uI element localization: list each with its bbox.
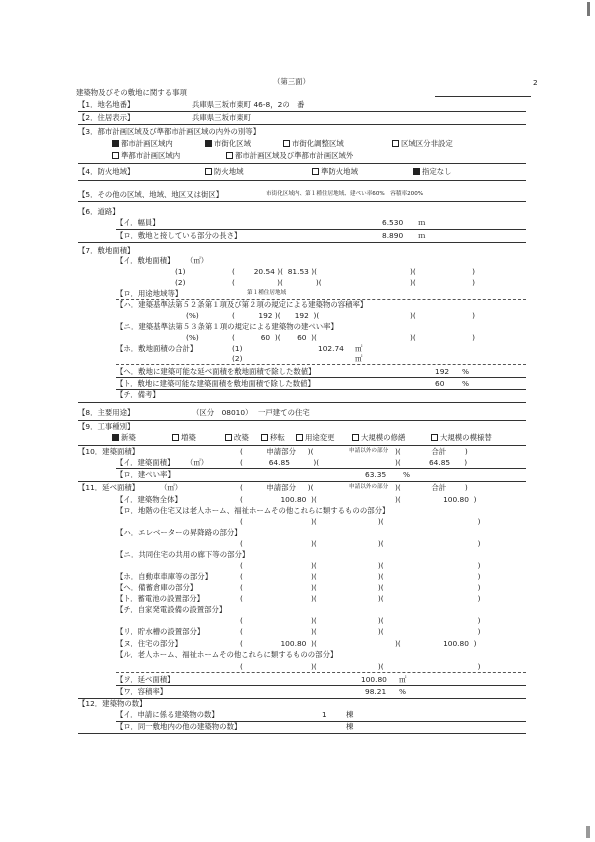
fire-zone-option-3: 指定なし bbox=[413, 168, 452, 175]
battery-label: 【ト．蓄電池の設置部分】 bbox=[116, 594, 205, 603]
building-area-header-total: )( 合計 ) bbox=[395, 447, 468, 456]
site-total-label: 【ホ．敷地面積の合計】 bbox=[116, 344, 198, 353]
checkbox[interactable] bbox=[112, 152, 119, 159]
r8-rule bbox=[78, 420, 526, 421]
checkbox[interactable] bbox=[431, 434, 438, 441]
site-area-sub-label: 【イ．敷地面積】 bbox=[116, 256, 175, 265]
work-type-option-5: 用途変更 bbox=[296, 434, 335, 441]
site-total-1-label: (1) bbox=[232, 344, 243, 353]
page-number: 2 bbox=[533, 78, 538, 87]
work-type-option-2: 増築 bbox=[172, 434, 196, 441]
r12-rule bbox=[78, 733, 526, 734]
coverage-ratio-tail: )( ) bbox=[410, 333, 476, 342]
checkbox[interactable] bbox=[261, 434, 268, 441]
work-type-option-4: 移転 bbox=[261, 434, 285, 441]
planning-option-4: 区域区分非設定 bbox=[392, 140, 453, 147]
site-row1-label: (1) bbox=[175, 267, 186, 276]
checkbox[interactable] bbox=[312, 168, 319, 175]
checkbox-checked[interactable] bbox=[413, 168, 420, 175]
planning-option-2: 市街化区域 bbox=[205, 140, 251, 147]
floor-ratio-tail: )( ) bbox=[410, 311, 476, 320]
r7-rule bbox=[78, 402, 526, 403]
site-area-label: 【7．敷地面積】 bbox=[78, 246, 135, 255]
floor-ratio-values: ( 192 )( 192 )( bbox=[232, 311, 320, 320]
r6-rule bbox=[78, 242, 526, 243]
checkbox[interactable] bbox=[296, 434, 303, 441]
building-area-values: ( 64.85 )( bbox=[240, 458, 320, 467]
max-floor-ratio-unit: % bbox=[462, 367, 470, 376]
form-name: （第三面） bbox=[273, 77, 310, 86]
max-floor-ratio-value: 192 bbox=[435, 367, 450, 376]
r10-rule bbox=[78, 481, 526, 482]
coverage-label: 【ロ．建ぺい率】 bbox=[116, 470, 175, 479]
work-type-option-1: 新築 bbox=[112, 434, 136, 441]
garage-label: 【ホ．自動車車庫等の部分】 bbox=[116, 572, 213, 581]
scan-mark-top bbox=[587, 2, 590, 16]
total-floor-header-total: )( 合計 ) bbox=[395, 483, 468, 492]
storage-label: 【ヘ．備蓄倉庫の部分】 bbox=[116, 583, 198, 592]
building-area-rule bbox=[116, 468, 526, 469]
water-tank-label: 【リ．貯水槽の設置部分】 bbox=[116, 627, 205, 636]
site-total-rule bbox=[116, 364, 526, 365]
max-coverage-ratio-unit: % bbox=[462, 379, 470, 388]
road-label: 【6．道路】 bbox=[78, 207, 120, 216]
floor-area-ratio-label: 【ワ．容積率】 bbox=[116, 687, 168, 696]
max-coverage-ratio-value: 60 bbox=[435, 379, 445, 388]
fire-zone-option-2: 準防火地域 bbox=[312, 168, 358, 175]
applied-building-count-unit: 棟 bbox=[346, 710, 354, 719]
elderly-home-values: ( )( )( ) bbox=[240, 662, 481, 671]
planning-option-6: 都市計画区域及び準都市計画区域外 bbox=[226, 152, 353, 159]
work-type-option-7: 大規模の模様替 bbox=[431, 434, 492, 441]
building-area-header-app: ( 申請部分 )( bbox=[240, 447, 314, 456]
planning-area-label: 【3．都市計画区域及び準都市計画区域の内外の別等】 bbox=[78, 127, 261, 136]
floor-ratio-label: 【ハ．建築基準法第５２条第１項及び第２項の規定による建築物の容積率】 bbox=[116, 300, 368, 309]
garage-values: ( )( )( ) bbox=[240, 572, 481, 581]
site-row2-label: (2) bbox=[175, 278, 186, 287]
total-floor-area-label: 【ヲ．延べ面積】 bbox=[116, 675, 175, 684]
building-area-sub-label: 【イ．建築面積】 bbox=[116, 458, 175, 467]
r9-rule bbox=[78, 445, 526, 446]
road-width-value: 6.530 bbox=[382, 218, 404, 227]
frontage-unit: ｍ bbox=[418, 231, 426, 240]
main-use-code: （区分 08010） bbox=[192, 408, 253, 417]
coverage-unit: % bbox=[403, 470, 411, 479]
floor-area-ratio-unit: % bbox=[399, 687, 407, 696]
lot-number-value: 兵庫県三坂市東町 46-8，2の 番 bbox=[192, 100, 305, 109]
building-count-label: 【12．建築物の数】 bbox=[78, 699, 147, 708]
whole-building-label: 【イ．建築物全体】 bbox=[116, 495, 182, 504]
work-type-label: 【9．工事種別】 bbox=[78, 422, 135, 431]
battery-values: ( )( )( ) bbox=[240, 594, 481, 603]
checkbox[interactable] bbox=[392, 140, 399, 147]
coverage-value: 63.35 bbox=[365, 470, 387, 479]
residential-part-label: 【ヌ．住宅の部分】 bbox=[116, 639, 183, 648]
address-label: 【2．住居表示】 bbox=[78, 113, 135, 122]
storage-values: ( )( )( ) bbox=[240, 583, 481, 592]
total-floor-header-app: ( 申請部分 )( bbox=[240, 483, 314, 492]
floor-ratio-unit: (%) bbox=[186, 311, 199, 320]
r5-rule bbox=[78, 201, 526, 202]
applied-building-count-label: 【イ．申請に係る建築物の数】 bbox=[116, 710, 219, 719]
basement-values: ( )( )( ) bbox=[240, 517, 481, 526]
building-area-header-other: 申請以外の部分 bbox=[349, 448, 389, 454]
residential-part-values: ( 100.80 )( bbox=[240, 639, 317, 648]
max-floor-ratio-label: 【ヘ．敷地に建築可能な延べ面積を敷地面積で除した数値】 bbox=[116, 367, 316, 376]
main-use-value: 一戸建ての住宅 bbox=[258, 408, 310, 417]
total-floor-label: 【11．延べ面積】 bbox=[78, 483, 140, 492]
r1-rule bbox=[78, 111, 526, 112]
max-coverage-ratio-rule bbox=[116, 389, 526, 390]
total-floor-unit: （㎡） bbox=[160, 483, 183, 492]
site-row2-tail: )( ) bbox=[410, 278, 476, 287]
total-floor-header-other: 申請以外の部分 bbox=[349, 484, 389, 490]
corridor-label: 【ニ．共同住宅の共用の廊下等の部分】 bbox=[116, 550, 250, 559]
work-type-option-6: 大規模の修繕 bbox=[352, 434, 405, 441]
max-floor-ratio-rule bbox=[116, 377, 526, 378]
total-floor-area-value: 100.80 bbox=[361, 675, 387, 684]
site-row2-v1: ( )( )( bbox=[232, 278, 322, 287]
max-coverage-ratio-label: 【ト．敷地に建築可能な建築面積を敷地面積で除した数値】 bbox=[116, 379, 315, 388]
site-row1-tail: )( ) bbox=[410, 267, 476, 276]
total-floor-area-unit: ㎡ bbox=[399, 675, 407, 684]
checkbox[interactable] bbox=[225, 434, 232, 441]
fire-zone-label: 【4．防火地域】 bbox=[78, 167, 135, 176]
coverage-ratio-unit: (%) bbox=[186, 333, 199, 342]
zoning-value: 第１種住居地域 bbox=[247, 290, 287, 296]
r4-rule bbox=[78, 180, 526, 181]
site-total-1-value: 102.74 bbox=[318, 344, 344, 353]
checkbox-checked[interactable] bbox=[205, 140, 212, 147]
other-building-count-label: 【ロ．同一敷地内の他の建築物の数】 bbox=[116, 722, 242, 731]
r3-rule bbox=[78, 163, 526, 164]
elderly-home-rule bbox=[116, 672, 526, 673]
work-type-option-3: 改築 bbox=[225, 434, 249, 441]
planning-option-3: 市街化調整区域 bbox=[283, 140, 344, 147]
frontage-value: 8.890 bbox=[382, 231, 404, 240]
main-use-label: 【8．主要用途】 bbox=[78, 408, 135, 417]
elderly-home-label: 【ル．老人ホーム、福祉ホームその他これらに類するものの部分】 bbox=[116, 650, 338, 659]
checkbox[interactable] bbox=[226, 152, 233, 159]
whole-building-total: )( 100.80 ) bbox=[395, 495, 477, 504]
other-zone-note: 市街化区域内、第１種住居地域、建ぺい率60% 容積率200% bbox=[266, 191, 424, 197]
coverage-ratio-label: 【ニ．建築基準法第５３条第１項の規定による建築物の建ぺい率】 bbox=[116, 322, 338, 331]
checkbox[interactable] bbox=[283, 140, 290, 147]
header-rule bbox=[435, 96, 531, 97]
checkbox-checked[interactable] bbox=[112, 140, 119, 147]
road-width-unit: ｍ bbox=[418, 218, 426, 227]
basement-label: 【ロ．地階の住宅又は老人ホーム、福祉ホームその他これらに類するものの部分】 bbox=[116, 506, 390, 515]
checkbox[interactable] bbox=[352, 434, 359, 441]
zoning-label: 【ロ．用途地域等】 bbox=[116, 289, 183, 298]
site-area-sub-unit: （㎡） bbox=[186, 256, 209, 265]
scan-mark-bottom bbox=[586, 826, 590, 838]
site-total-2-unit: ㎡ bbox=[355, 354, 363, 363]
building-area-sub-unit: （㎡） bbox=[186, 458, 209, 467]
site-total-1-unit: ㎡ bbox=[355, 344, 363, 353]
section-heading: 建築物及びその敷地に関する事項 bbox=[76, 88, 187, 97]
applied-building-count-value: 1 bbox=[322, 710, 327, 719]
other-building-count-unit: 棟 bbox=[346, 722, 354, 731]
lot-number-label: 【1．地名地番】 bbox=[78, 100, 135, 109]
fire-zone-option-1: 防火地域 bbox=[205, 168, 244, 175]
whole-building-values: ( 100.80 )( bbox=[240, 495, 317, 504]
planning-option-1: 都市計画区域内 bbox=[112, 140, 173, 147]
address-value: 兵庫県三坂市東町 bbox=[192, 113, 252, 122]
checkbox-checked[interactable] bbox=[112, 434, 119, 441]
corridor-values: ( )( )( ) bbox=[240, 561, 481, 570]
elevator-values: ( )( )( ) bbox=[240, 539, 481, 548]
building-area-total: )( 64.85 ) bbox=[395, 458, 468, 467]
r2-rule bbox=[78, 124, 526, 125]
r6a-rule bbox=[116, 229, 526, 230]
elevator-label: 【ハ．エレベーターの昇降路の部分】 bbox=[116, 528, 242, 537]
site-row1-v1: ( 20.54 )( 81.53 )( bbox=[232, 267, 317, 276]
coverage-ratio-values: ( 60 )( 60 )( bbox=[232, 333, 317, 342]
other-zone-label: 【5．その他の区域、地域、地区又は街区】 bbox=[78, 190, 224, 199]
floor-area-ratio-value: 98.21 bbox=[365, 687, 387, 696]
checkbox[interactable] bbox=[205, 168, 212, 175]
site-total-2-label: (2) bbox=[232, 354, 243, 363]
planning-option-5: 準都市計画区域内 bbox=[112, 152, 180, 159]
site-remarks-label: 【チ．備考】 bbox=[116, 390, 160, 399]
checkbox[interactable] bbox=[172, 434, 179, 441]
generator-values: ( )( )( ) bbox=[240, 616, 481, 625]
residential-part-total: )( 100.80 ) bbox=[395, 639, 477, 648]
building-area-label: 【10．建築面積】 bbox=[78, 447, 140, 456]
water-tank-values: ( )( )( ) bbox=[240, 627, 481, 636]
frontage-label: 【ロ．敷地と接している部分の長さ】 bbox=[116, 231, 242, 240]
road-width-label: 【イ．幅員】 bbox=[116, 218, 160, 227]
generator-label: 【チ．自家発電設備の設置部分】 bbox=[116, 605, 227, 614]
total-floor-area-rule bbox=[116, 685, 526, 686]
